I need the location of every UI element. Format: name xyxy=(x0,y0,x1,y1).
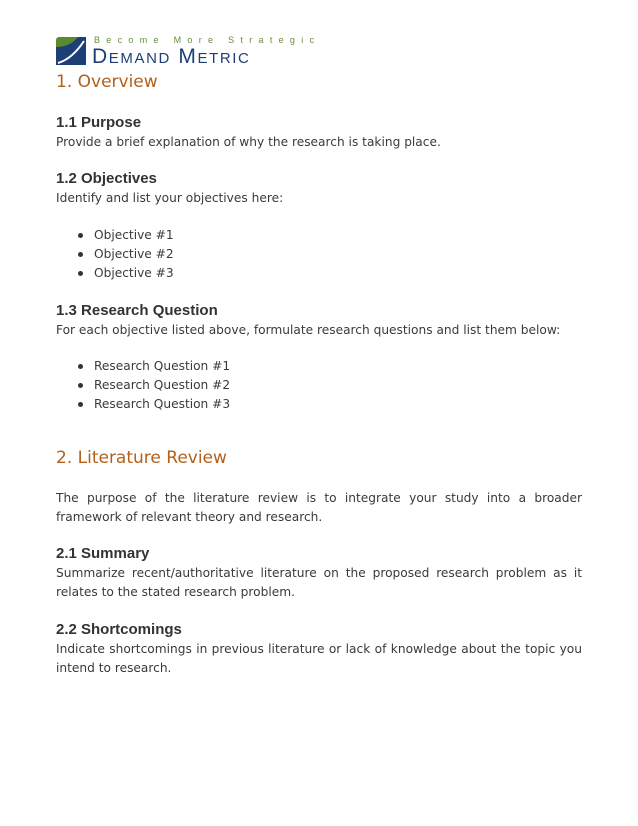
bullet-icon xyxy=(78,383,83,388)
bullet-icon xyxy=(78,233,83,238)
list-item: Research Question #1 xyxy=(74,357,230,376)
subsection-title-summary: 2.1 Summary xyxy=(56,545,150,562)
list-item: Objective #3 xyxy=(74,264,174,283)
demand-metric-logo xyxy=(56,33,321,68)
bullet-icon xyxy=(78,252,83,257)
summary-text: Summarize recent/authoritative literature on the proposed research problem as it relates to the stated research problem. xyxy=(56,566,582,599)
list-item: Objective #2 xyxy=(74,245,174,264)
bullet-icon xyxy=(78,402,83,407)
section-title-literature-review: 2. Literature Review xyxy=(56,448,227,468)
research-question-text: For each objective listed above, formulate research questions and list them below: xyxy=(56,323,561,337)
list-item: Research Question #2 xyxy=(74,376,230,395)
logo-mark-icon xyxy=(56,37,86,65)
objectives-list xyxy=(74,226,174,283)
literature-review-intro: The purpose of the literature review is to integrate your study into a broader framework of relevant theory and research. xyxy=(56,491,582,524)
subsection-title-shortcomings: 2.2 Shortcomings xyxy=(56,621,182,638)
purpose-text: Provide a brief explanation of why the research is taking place. xyxy=(56,135,441,149)
subsection-title-objectives: 1.2 Objectives xyxy=(56,170,157,187)
bullet-icon xyxy=(78,271,83,276)
logo-tagline: Become More Strategic xyxy=(94,35,321,45)
research-questions-list xyxy=(74,357,230,414)
subsection-title-research-question: 1.3 Research Question xyxy=(56,302,218,319)
subsection-title-purpose: 1.1 Purpose xyxy=(56,114,142,131)
section-title-overview: 1. Overview xyxy=(56,72,158,92)
shortcomings-text: Indicate shortcomings in previous literature or lack of knowledge about the topic you intend to research. xyxy=(56,642,582,675)
objectives-text: Identify and list your objectives here: xyxy=(56,191,284,205)
logo-brand-name: Demand Metric xyxy=(92,45,251,68)
list-item: Research Question #3 xyxy=(74,395,230,414)
bullet-icon xyxy=(78,364,83,369)
list-item: Objective #1 xyxy=(74,226,174,245)
